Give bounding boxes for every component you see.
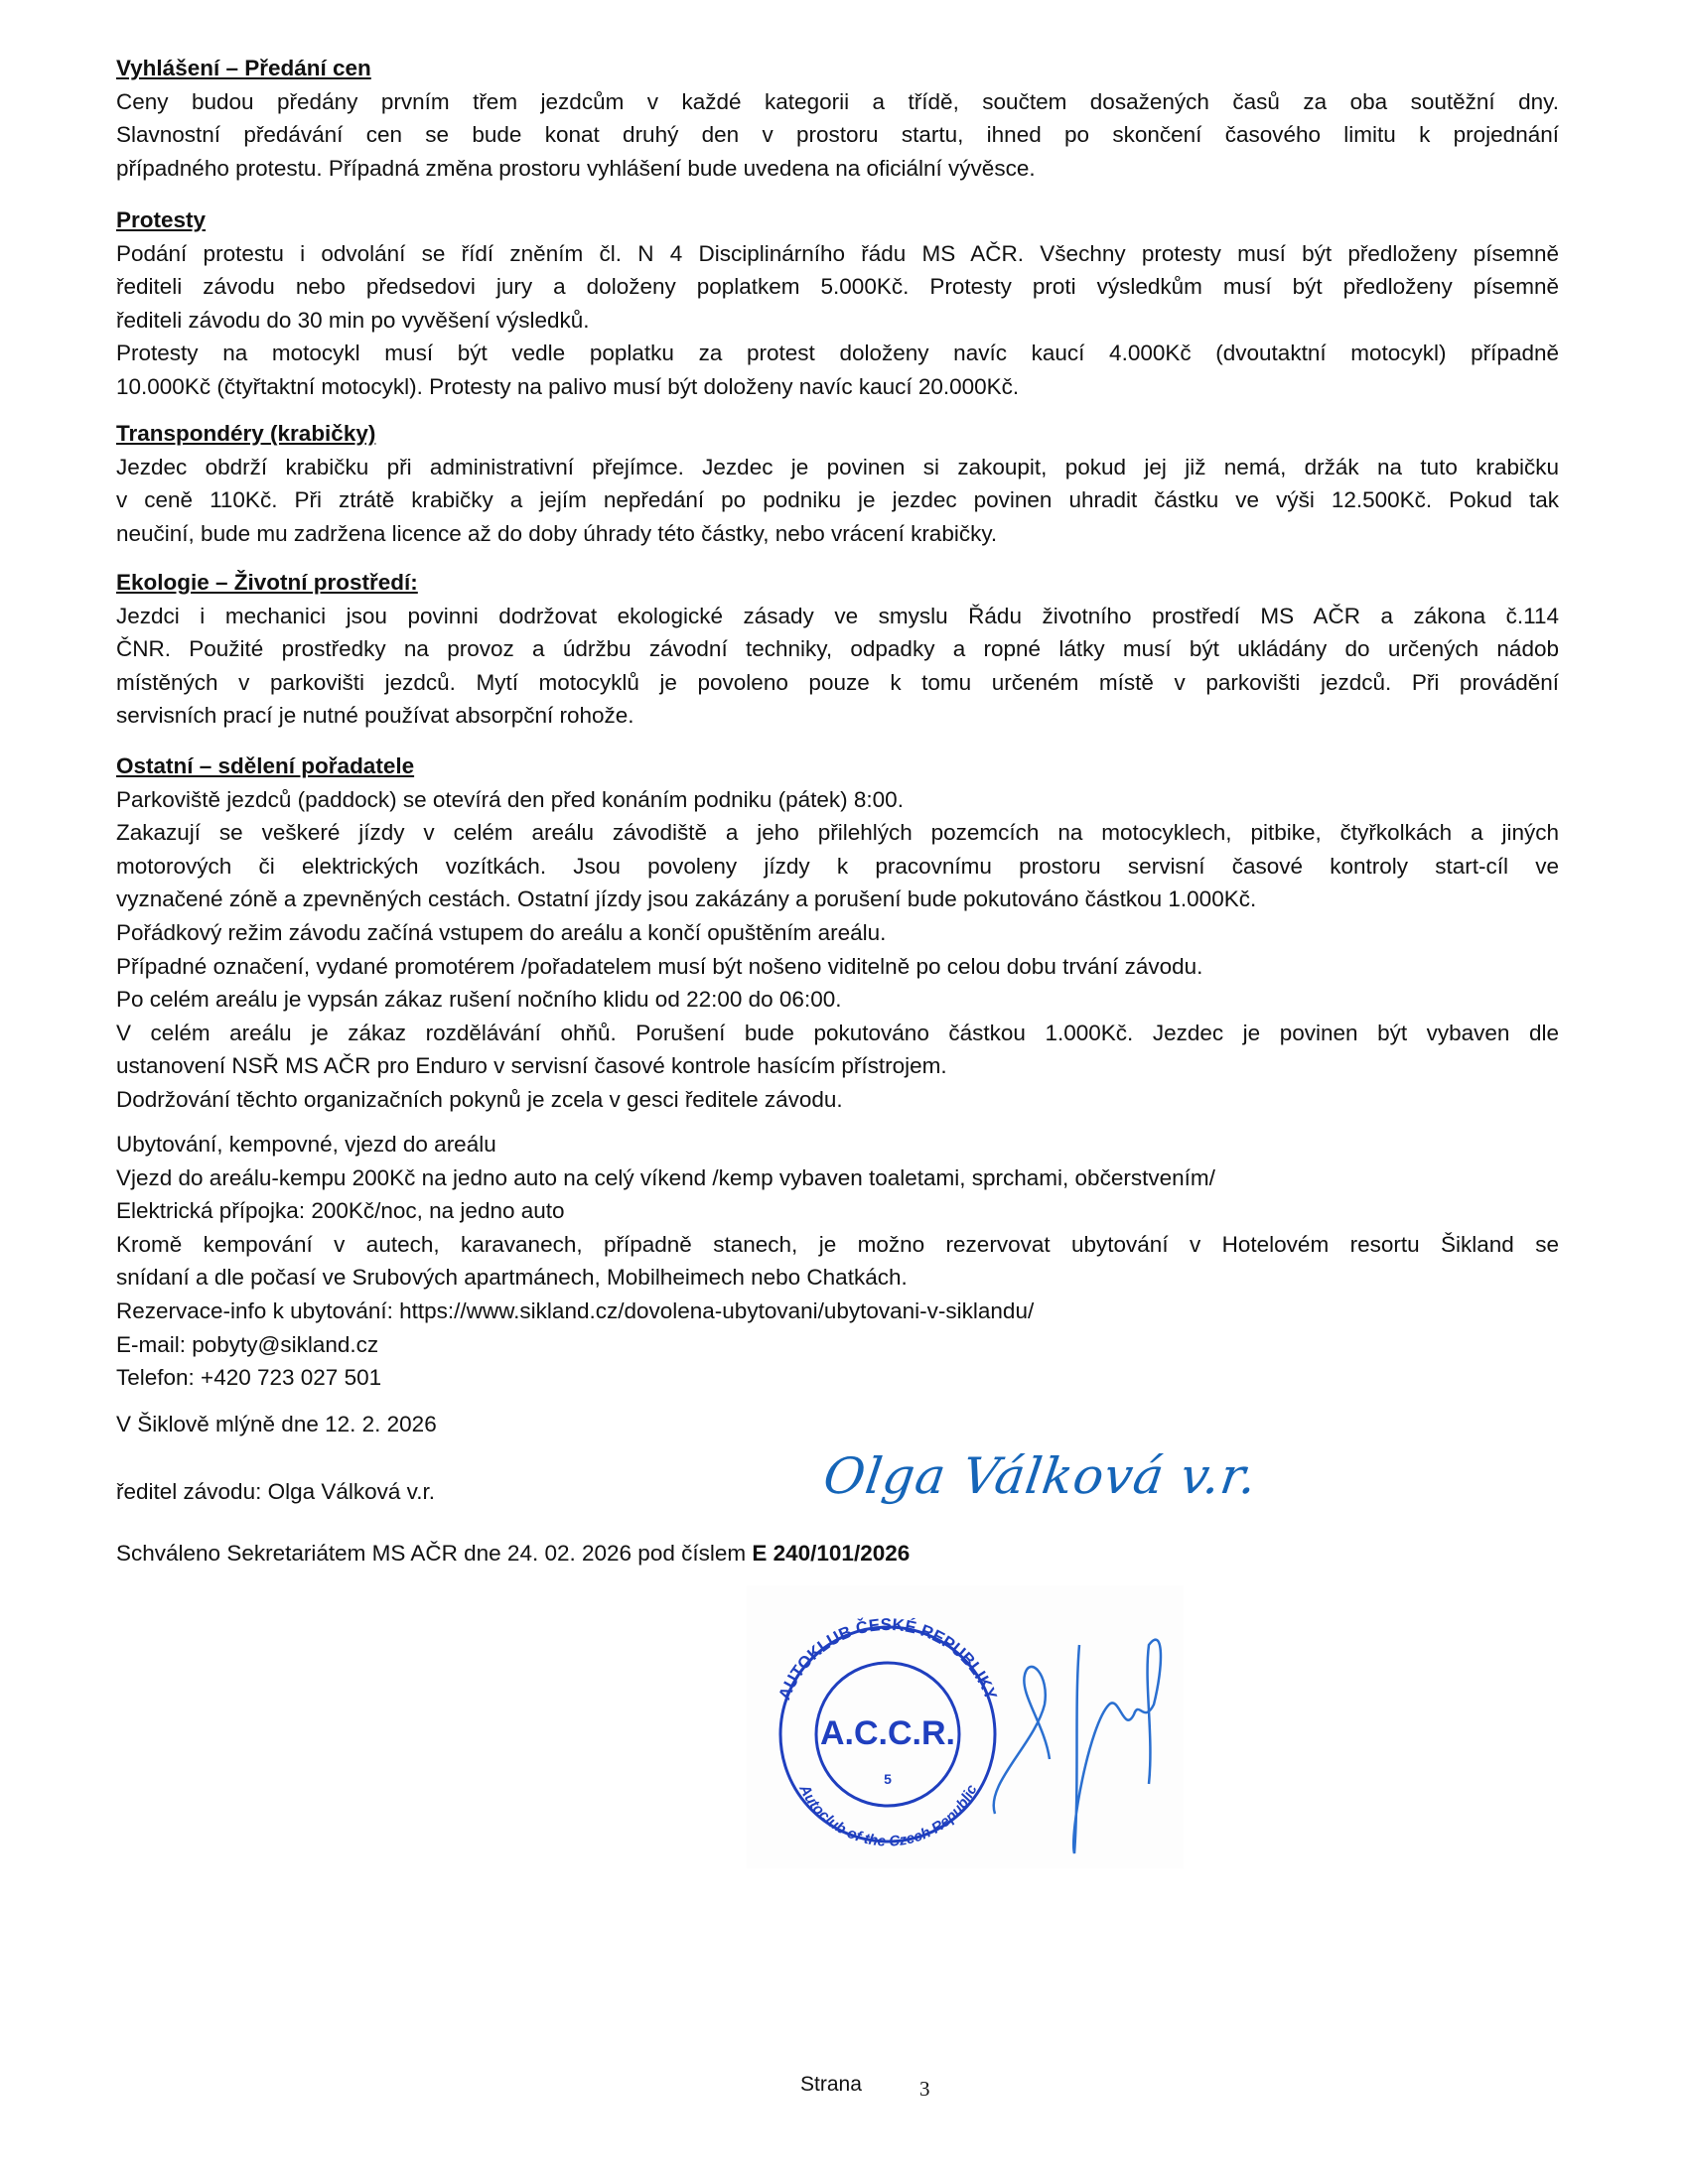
handwritten-signature-icon <box>994 1640 1161 1853</box>
approval-line <box>116 1537 1559 1570</box>
paragraph-line: Vjezd do areálu-kempu 200Kč na jedno auto na celý víkend /kemp vybaven toaletami, sprchami, občerstvením/ <box>116 1164 1215 1190</box>
section <box>116 566 1559 733</box>
paragraph-line: Elektrická přípojka: 200Kč/noc, na jedno auto <box>116 1198 565 1224</box>
paragraph-line: ČNR. Použité prostředky na provoz a údržbu závodní techniky, odpadky a ropné látky musí být ukládány do určených nádob <box>116 636 1559 662</box>
paragraph-line: Po celém areálu je vypsán zákaz rušení nočního klidu od 22:00 do 06:00. <box>116 987 842 1013</box>
approval-number: E 240/101/2026 <box>752 1541 911 1566</box>
paragraph-line: Dodržování těchto organizačních pokynů je zcela v gesci ředitele závodu. <box>116 1086 843 1112</box>
section <box>116 417 1559 550</box>
paragraph-line: vyznačené zóně a zpevněných cestách. Ostatní jízdy jsou zakázány a porušení bude pokutováno částkou 1.000Kč. <box>116 887 1257 912</box>
svg-text:Autoclub of the Czech Republic: Autoclub of the Czech Republic <box>795 1782 981 1850</box>
section-heading: Ubytování, kempovné, vjezd do areálu <box>116 1132 496 1157</box>
paragraph-line: Podání protestu i odvolání se řídí zněním čl. N 4 Disciplinárního řádu MS AČR. Všechny protesty musí být předloženy písemně <box>116 240 1559 266</box>
section-heading: Protesty <box>116 207 207 232</box>
paragraph-line: V celém areálu je zákaz rozdělávání ohňů. Porušení bude pokutováno částkou 1.000Kč. Jezdec je povinen být vybaven dle <box>116 1020 1559 1045</box>
section-heading: Ekologie – Životní prostředí: <box>116 570 418 595</box>
section-heading: Ostatní – sdělení pořadatele <box>116 753 415 778</box>
paragraph-line: 10.000Kč (čtyřtaktní motocykl). Protesty na palivo musí být doloženy navíc kaucí 20.000Kč. <box>116 373 1020 399</box>
paragraph-line: v ceně 110Kč. Při ztrátě krabičky a jejím nepředání po podniku je jezdec povinen uhradit částku ve výši 12.500Kč. Pokud tak <box>116 487 1559 513</box>
section <box>116 1128 1559 1395</box>
paragraph-line: ustanovení NSŘ MS AČR pro Enduro v servisní časové kontrole hasícím přístrojem. <box>116 1053 947 1079</box>
paragraph-line: řediteli závodu do 30 min po vyvěšení výsledků. <box>116 307 590 333</box>
paragraph-line: Ceny budou předány prvním třem jezdcům v každé kategorii a třídě, součtem dosažených časů za oba soutěžní dny. <box>116 88 1559 114</box>
director-name: ředitel závodu: Olga Válková v.r. <box>116 1479 435 1504</box>
svg-text:AUTOKLUB ČESKÉ REPUBLIKY: AUTOKLUB ČESKÉ REPUBLIKY <box>774 1614 1001 1703</box>
place-date-line <box>116 1408 1559 1441</box>
paragraph-line: Slavnostní předávání cen se bude konat druhý den v prostoru startu, ihned po skončení časového limitu k projednání <box>116 122 1559 148</box>
paragraph-line: případného protestu. Případná změna prostoru vyhlášení bude uvedena na oficiální vývěsce. <box>116 155 1036 181</box>
paragraph-line: motorových či elektrických vozítkách. Jsou povoleny jízdy k pracovnímu prostoru servisní časové kontroly start-cíl ve <box>116 853 1559 879</box>
paragraph-line: Jezdci i mechanici jsou povinni dodržovat ekologické zásady ve smyslu Řádu životního prostředí MS AČR a zákona č.114 <box>116 603 1559 628</box>
paragraph-line: Protesty na motocykl musí být vedle poplatku za protest doloženy navíc kaucí 4.000Kč (dvoutaktní motocykl) případně <box>116 341 1559 366</box>
stamp-and-signature-image <box>747 1585 1184 1868</box>
paragraph-line: snídaní a dle počasí ve Srubových apartmánech, Mobilheimech nebo Chatkách. <box>116 1265 908 1291</box>
place-date: V Šiklově mlýně dne 12. 2. 2026 <box>116 1412 437 1436</box>
paragraph-line: Kromě kempování v autech, karavanech, případně stanech, je možno rezervovat ubytování v Hotelovém resortu Šikland se <box>116 1231 1559 1257</box>
section-heading: Transpondéry (krabičky) <box>116 421 376 446</box>
paragraph-line: místěných v parkovišti jezdců. Mytí motocyklů je povoleno pouze k tomu určeném místě v parkovišti jezdců. Při provádění <box>116 669 1559 695</box>
paragraph-line: servisních prací je nutné používat absorpční rohože. <box>116 703 634 729</box>
section-heading: Vyhlášení – Předání cen <box>116 56 371 80</box>
page-number: 3 <box>919 2077 930 2101</box>
paragraph-line: Jezdec obdrží krabičku při administrativní přejímce. Jezdec je povinen si zakoupit, pokud jej již nemá, držák na tuto krabičku <box>116 454 1559 479</box>
director-signature: Olga Válková v.r. <box>819 1447 1261 1505</box>
paragraph-line: Telefon: +420 723 027 501 <box>116 1365 382 1391</box>
approval-text: Schváleno Sekretariátem MS AČR dne 24. 02. 2026 pod číslem <box>116 1541 753 1566</box>
page-footer-label: Strana <box>800 2073 862 2096</box>
paragraph-line: Rezervace-info k ubytování: https://www.sikland.cz/dovolena-ubytovani/ubytovani-v-siklandu/ <box>116 1297 1035 1323</box>
paragraph-line: Případné označení, vydané promotérem /pořadatelem musí být nošeno viditelně po celou dobu trvání závodu. <box>116 953 1203 979</box>
svg-text:A.C.C.R.: A.C.C.R. <box>820 1714 955 1752</box>
paragraph-line: E-mail: pobyty@sikland.cz <box>116 1331 379 1357</box>
paragraph-line: Pořádkový režim závodu začíná vstupem do areálu a končí opuštěním areálu. <box>116 919 887 945</box>
section <box>116 204 1559 404</box>
section <box>116 52 1559 185</box>
paragraph-line: neučiní, bude mu zadržena licence až do doby úhrady této částky, nebo vrácení krabičky. <box>116 520 998 546</box>
paragraph-line: Zakazují se veškeré jízdy v celém areálu závodiště a jeho přilehlých pozemcích na motocyklech, pitbike, čtyřkolkách a jiných <box>116 820 1559 846</box>
section <box>116 750 1559 1117</box>
paragraph-line: Parkoviště jezdců (paddock) se otevírá den před konáním podniku (pátek) 8:00. <box>116 786 904 812</box>
svg-text:5: 5 <box>884 1771 892 1787</box>
paragraph-line: řediteli závodu nebo předsedovi jury a doloženy poplatkem 5.000Kč. Protesty proti výsledkům musí být předloženy písemně <box>116 274 1559 300</box>
